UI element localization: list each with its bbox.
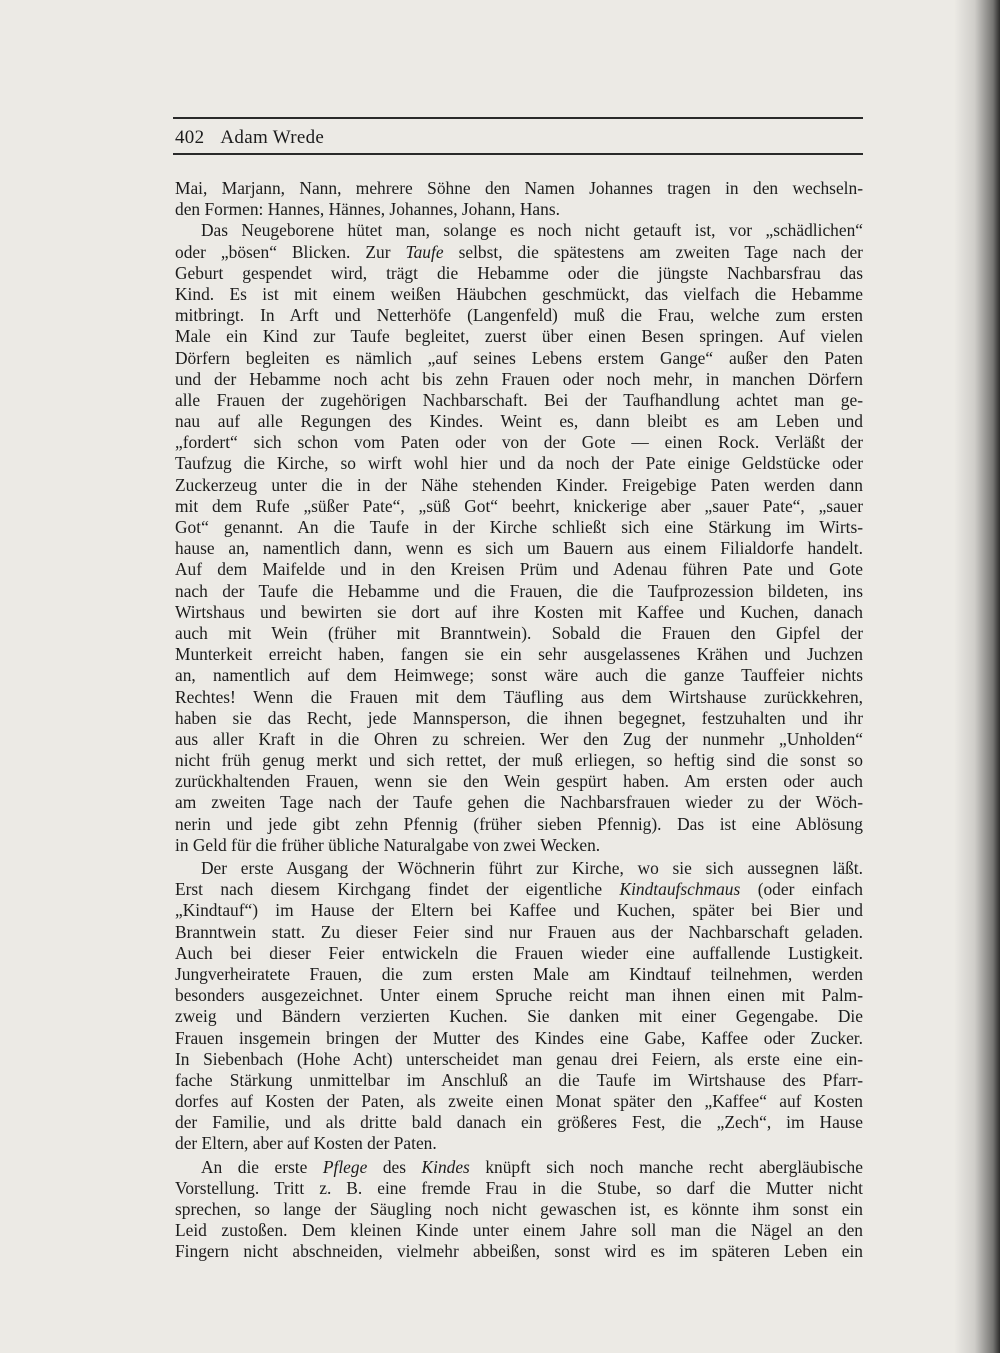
text-line (175, 242, 863, 263)
text-line: mit dem Rufe „süßer Pate“, „süß Got“ beehrt, knickerige aber „sauer Pate“, „sauer (175, 495, 863, 516)
text-line: Zuckerzeug unter die in der Nähe stehenden Kinder. Freigebige Paten werden dann (175, 474, 863, 495)
text-line: an, namentlich auf dem Heimwege; sonst wäre auch die ganze Tauffeier nichts (175, 665, 863, 686)
text-fragment: An die erste (201, 1156, 308, 1177)
text-line: nach der Taufe die Hebamme und die Frauen, die die Taufprozession bildeten, ins (175, 580, 863, 601)
text-fragment: knüpft sich noch manche recht abergläubische (485, 1156, 863, 1177)
text-line: den Formen: Hannes, Hännes, Johannes, Johann, Hans. (175, 199, 560, 220)
text-line: hause an, namentlich dann, wenn es sich um Bauern aus einem Filialdorfe handelt. (175, 538, 863, 559)
text-line: mitbringt. In Arft und Netterhöfe (Langenfeld) muß die Frau, welche zum ersten (175, 305, 863, 326)
text-line: zurückhaltenden Frauen, wenn sie den Wein gespürt haben. Am ersten oder auch (175, 771, 863, 792)
text-line: Branntwein statt. Zu dieser Feier sind nur Frauen aus der Nachbarschaft geladen. (175, 921, 863, 942)
text-line: Geburt gespendet wird, trägt die Hebamme oder die jüngste Nachbarsfrau das (175, 262, 863, 283)
text-line (175, 879, 863, 900)
text-line: Der erste Ausgang der Wöchnerin führt zur Kirche, wo sie sich aussegnen läßt. (201, 858, 863, 878)
text-line: Rechtes! Wenn die Frauen mit dem Täufling aus dem Wirtshause zurückkehren, (175, 686, 863, 707)
running-head-author: Adam Wrede (220, 127, 325, 148)
text-line: Wirtshaus und bewirten sie dort auf ihre Kosten mit Kaffee und Kuchen, danach (175, 601, 863, 622)
text-line: und der Hebamme noch acht bis zehn Frauen oder noch mehr, in manchen Dörfern (175, 368, 863, 389)
text-line: in Geld für die früher übliche Naturalgabe von zwei Wecken. (175, 834, 601, 855)
header-rule-top (173, 117, 863, 119)
text-line: Jungverheiratete Frauen, die zum ersten Male am Kindtauf teilnehmen, werden (175, 963, 863, 984)
text-line: „fordert“ sich schon vom Paten oder von der Gote — einen Rock. Verläßt der (175, 432, 863, 453)
text-line: zweig und Bändern verzierten Kuchen. Sie danken mit einer Gegengabe. Die (175, 1006, 863, 1027)
running-head (175, 126, 324, 150)
text-line: haben sie das Recht, jede Mannsperson, die ihnen begegnet, festzuhalten und ihr (175, 707, 863, 728)
text-line: Leid zustoßen. Dem kleinen Kinde unter einem Jahre soll man die Nägel an den (175, 1220, 863, 1241)
text-line: der Eltern, aber auf Kosten der Paten. (175, 1133, 437, 1154)
text-line (175, 1157, 863, 1178)
text-line: „Kindtauf“) im Hause der Eltern bei Kaffee und Kuchen, später bei Bier und (175, 900, 863, 921)
text-line: Das Neugeborene hütet man, solange es noch nicht getauft ist, vor „schädlichen“ (201, 220, 863, 241)
text-line: Taufzug die Kirche, so wirft wohl hier und da noch der Pate einige Geldstücke oder (175, 453, 863, 474)
text-line: In Siebenbach (Hohe Acht) unterscheidet man genau drei Feiern, als erste eine ein- (175, 1048, 863, 1069)
text-line: Frauen insgemein bringen der Mutter des Kindes eine Gabe, Kaffee oder Zucker. (175, 1027, 863, 1048)
text-line: sprechen, so lange der Säugling noch nicht gewaschen ist, es könnte ihm sonst ein (175, 1199, 863, 1219)
text-line: nau auf alle Regungen des Kindes. Weint es, dann bleibt es am Leben und (175, 411, 863, 432)
text-line: nerin und jede gibt zehn Pfennig (früher sieben Pfennig). Das ist eine Ablösung (175, 813, 863, 834)
text-fragment: selbst, die spätestens am zweiten Tage nach der (458, 241, 863, 262)
text-line: Dörfern begleiten es nämlich „auf seines Lebens erstem Gange“ außer den Paten (175, 347, 863, 368)
emphasis-term: Kindes (421, 1156, 470, 1177)
text-line: nicht früh genug merkt und sich rettet, der muß erliegen, so heftig sind die sonst so (175, 750, 863, 771)
text-line: Auf dem Maifelde und in den Kreisen Prüm und Adenau führen Pate und Gote (175, 559, 863, 580)
body-text (175, 178, 863, 1263)
text-line: Auch bei dieser Feier entwickeln die Frauen wieder eine auffallende Lustigkeit. (175, 942, 863, 963)
text-line: auch mit Wein (früher mit Branntwein). Sobald die Frauen den Gipfel der (175, 622, 863, 643)
text-line: am zweiten Tage nach der Taufe gehen die Nachbarsfrauen wieder zu der Wöch- (175, 792, 863, 813)
text-line: Mai, Marjann, Nann, mehrere Söhne den Namen Johannes tragen in den wechseln- (175, 178, 863, 198)
emphasis-term: Pflege (322, 1156, 368, 1177)
text-fragment: Erst nach diesem Kirchgang findet der eigentliche (175, 879, 603, 900)
text-line: besonders ausgezeichnet. Unter einem Spruche reicht man ihnen einen mit Palm- (175, 985, 863, 1006)
header-rule-bottom (173, 153, 863, 155)
text-line: aus aller Kraft in die Ohren zu schreien. Wer den Zug der nunmehr „Unholden“ (175, 728, 863, 749)
text-line: alle Frauen der zugehörigen Nachbarschaft. Bei der Taufhandlung achtet man ge- (175, 389, 863, 410)
text-line: Male ein Kind zur Taufe begleitet, zuerst über einen Besen springen. Auf vielen (175, 326, 863, 347)
text-line: Fingern nicht abschneiden, vielmehr abbeißen, sonst wird es im späteren Leben ein (175, 1241, 863, 1262)
text-line: der Familie, und als dritte bald danach ein größeres Fest, die „Zech“, im Hause (175, 1112, 863, 1133)
text-fragment: des (382, 1156, 406, 1177)
text-line: dorfes auf Kosten der Paten, als zweite einen Monat später den „Kaffee“ auf Kosten (175, 1091, 863, 1112)
text-line: Kind. Es ist mit einem weißen Häubchen geschmückt, das vielfach die Hebamme (175, 283, 863, 304)
emphasis-term: Kindtaufschmaus (619, 879, 741, 900)
text-fragment: (oder einfach (757, 879, 863, 900)
text-line: fache Stärkung unmittelbar im Anschluß an die Taufe im Wirtshause des Pfarr- (175, 1069, 863, 1090)
text-fragment: oder „bösen“ Blicken. Zur (175, 241, 391, 262)
page-number: 402 (175, 127, 205, 148)
emphasis-term: Taufe (405, 241, 444, 262)
text-line: Vorstellung. Tritt z. B. eine fremde Frau in die Stube, so darf die Mutter nicht (175, 1177, 863, 1198)
text-line: Munterkeit erreicht haben, fangen sie ein sehr ausgelassenes Krähen und Juchzen (175, 644, 863, 665)
page-gutter-shadow (954, 0, 1000, 1353)
text-line: Got“ genannt. An die Taufe in der Kirche schließt sich eine Stärkung im Wirts- (175, 517, 863, 537)
